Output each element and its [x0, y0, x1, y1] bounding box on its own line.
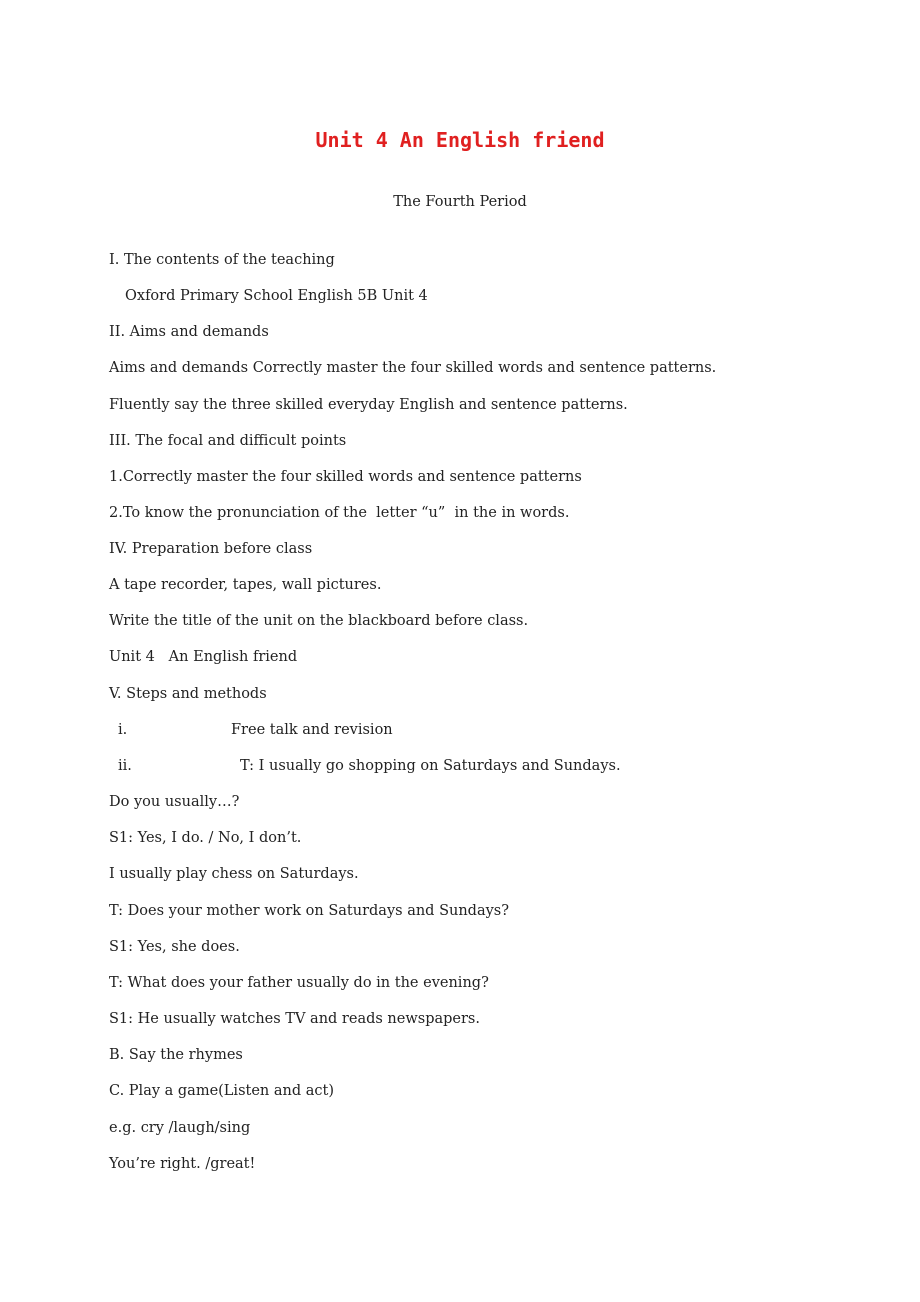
dialogue-line: S1: Yes, I do. / No, I don’t. [109, 830, 302, 846]
text-line: Aims and demands Correctly master the four skilled words and sentence patterns. [109, 360, 717, 376]
step-text: Free talk and revision [231, 722, 393, 738]
dialogue-line: Do you usually…? [109, 794, 240, 810]
section-heading: IV. Preparation before class [109, 541, 313, 557]
document-subtitle: The Fourth Period [393, 194, 527, 210]
section-heading: V. Steps and methods [109, 686, 267, 702]
dialogue-line: T: Does your mother work on Saturdays and Sundays? [109, 903, 510, 919]
step-text: T: I usually go shopping on Saturdays and Sundays. [240, 758, 621, 774]
text-line: A tape recorder, tapes, wall pictures. [109, 577, 382, 593]
step-marker: i. [118, 722, 128, 738]
dialogue-line: T: What does your father usually do in the evening? [109, 975, 489, 991]
section-heading: C. Play a game(Listen and act) [109, 1083, 334, 1099]
document-title: Unit 4 An English friend [315, 128, 605, 152]
dialogue-line: S1: Yes, she does. [109, 939, 240, 955]
text-line: Write the title of the unit on the blackboard before class. [109, 613, 529, 629]
text-line: 1.Correctly master the four skilled words and sentence patterns [109, 469, 582, 485]
text-line: 2.To know the pronunciation of the letter “u” in the in words. [109, 505, 570, 521]
dialogue-line: S1: He usually watches TV and reads newspapers. [109, 1011, 480, 1027]
section-heading: III. The focal and difficult points [109, 433, 347, 449]
text-line: e.g. cry /laugh/sing [109, 1120, 251, 1136]
text-line: Unit 4 An English friend [109, 649, 298, 665]
text-line: Fluently say the three skilled everyday English and sentence patterns. [109, 397, 628, 413]
step-marker: ii. [118, 758, 132, 774]
text-line: You’re right. /great! [109, 1156, 256, 1172]
dialogue-line: I usually play chess on Saturdays. [109, 866, 359, 882]
section-heading: I. The contents of the teaching [109, 252, 335, 268]
section-heading: II. Aims and demands [109, 324, 269, 340]
text-line: Oxford Primary School English 5B Unit 4 [125, 288, 428, 304]
section-heading: B. Say the rhymes [109, 1047, 243, 1063]
